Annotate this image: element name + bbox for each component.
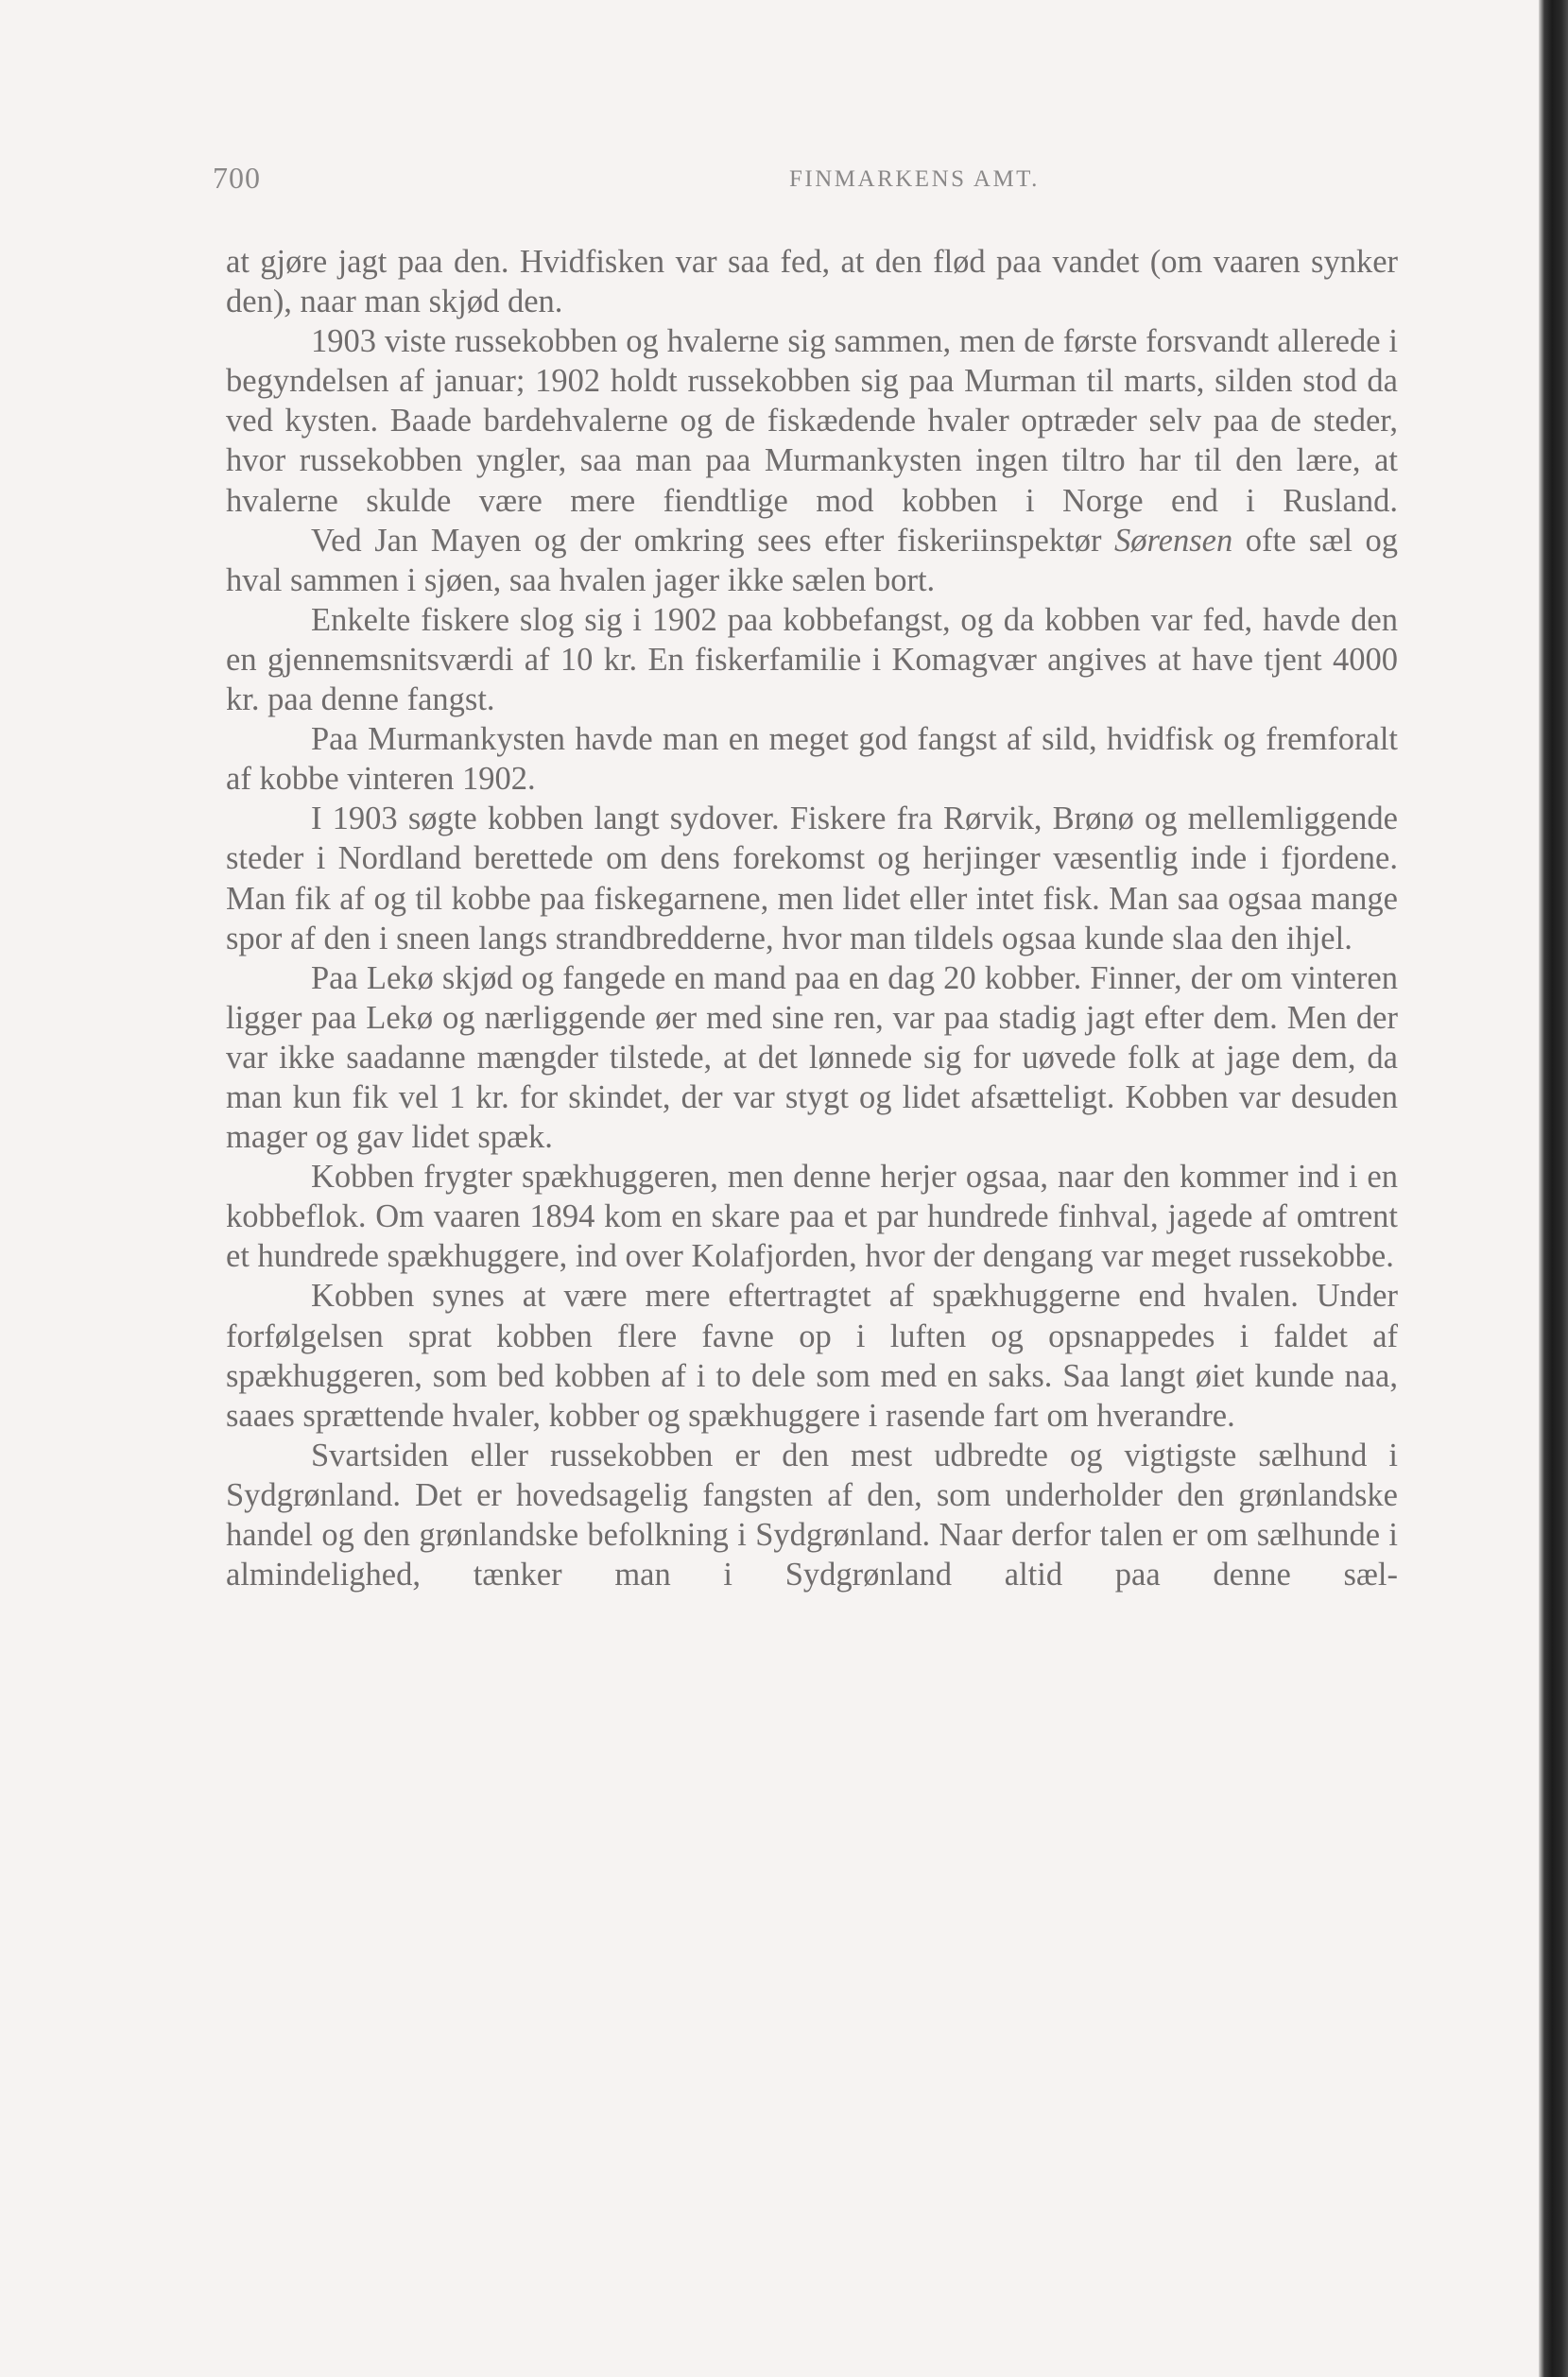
paragraph-3-text-end: ofte sæl og hval sammen i sjøen, saa hvalen jager ikke sælen bort. [226, 522, 1398, 598]
body-text [226, 242, 1398, 1594]
paragraph-5: Paa Murmankysten havde man en meget god fangst af sild, hvidfisk og fremforalt af kobbe vinteren 1902. [226, 721, 1398, 798]
paragraph-1: at gjøre jagt paa den. Hvidfisken var saa fed, at den flød paa vandet (om vaaren synker den), naar man skjød den. [226, 244, 1398, 320]
paragraph-7: Paa Lekø skjød og fangede en mand paa en dag 20 kobber. Finner, der om vinteren ligger paa Lekø og nærliggende øer med sine ren, var paa stadig jagt efter dem. Men der var ikke saadanne mængder tilstede, at det lønnede sig for uøvede folk at jage dem, da man kun fik vel 1 kr. for skindet, der var stygt og lidet afsætteligt. Kobben var desuden mager og gav lidet spæk. [226, 959, 1398, 1156]
page-edge-shadow [1539, 0, 1568, 2377]
paragraph-3-text-start: Ved Jan Mayen og der omkring sees efter fiskeriinspektør [311, 522, 1114, 559]
paragraph-2: 1903 viste russekobben og hvalerne sig sammen, men de første forsvandt allerede i begyndelsen af januar; 1902 holdt russekobben sig paa Murman til marts, silden stod da ved kysten. Baade bardehvalerne og de fiskædende hvaler optræder selv paa de steder, hvor russekobben yngler, saa man paa Murmankysten ingen tiltro har til den lære, at hvalerne skulde være mere fiendtlige mod kobben i Norge end i Rusland. [226, 323, 1398, 519]
paragraph-3 [226, 521, 1398, 600]
paragraph-6: I 1903 søgte kobben langt sydover. Fiskere fra Rørvik, Brønø og mellemliggende steder i Nordland berettede om dens forekomst og herjinger væsentlig inde i fjordene. Man fik af og til kobbe paa fiskegarnene, men lidet eller intet fisk. Man saa ogsaa mange spor af den i sneen langs strandbredderne, hvor man tildels ogsaa kunde slaa den ihjel. [226, 801, 1398, 956]
paragraph-4: Enkelte fiskere slog sig i 1902 paa kobbefangst, og da kobben var fed, havde den en gjennemsnitsværdi af 10 kr. En fiskerfamilie i Komagvær angives at have tjent 4000 kr. paa denne fangst. [226, 601, 1398, 718]
person-name-sorensen: Sørensen [1114, 522, 1233, 559]
paragraph-9: Kobben synes at være mere eftertragtet af spækhuggerne end hvalen. Under forfølgelsen sprat kobben flere favne op i luften og opsnappedes i faldet af spækhuggeren, som bed kobben af i to dele som med en saks. Saa langt øiet kunde naa, saaes sprættende hvaler, kobber og spækhuggere i rasende fart om hverandre. [226, 1278, 1398, 1434]
running-head [213, 161, 1394, 202]
page-number: 700 [213, 161, 261, 195]
paragraph-8: Kobben frygter spækhuggeren, men denne herjer ogsaa, naar den kommer ind i en kobbeflok. Om vaaren 1894 kom en skare paa et par hundrede finhval, jagede af omtrent et hundrede spækhuggere, ind over Kolafjorden, hvor der dengang var meget russekobbe. [226, 1159, 1398, 1275]
paragraph-10: Svartsiden eller russekobben er den mest udbredte og vigtigste sælhund i Sydgrønland. Det er hovedsagelig fangsten af den, som underholder den grønlandske handel og den grønlandske befolkning i Sydgrønland. Naar derfor talen er om sælhunde i almindelighed, tænker man i Sydgrønland altid paa denne sæl- [226, 1437, 1398, 1593]
page-header-title: FINMARKENS AMT. [789, 166, 1040, 192]
